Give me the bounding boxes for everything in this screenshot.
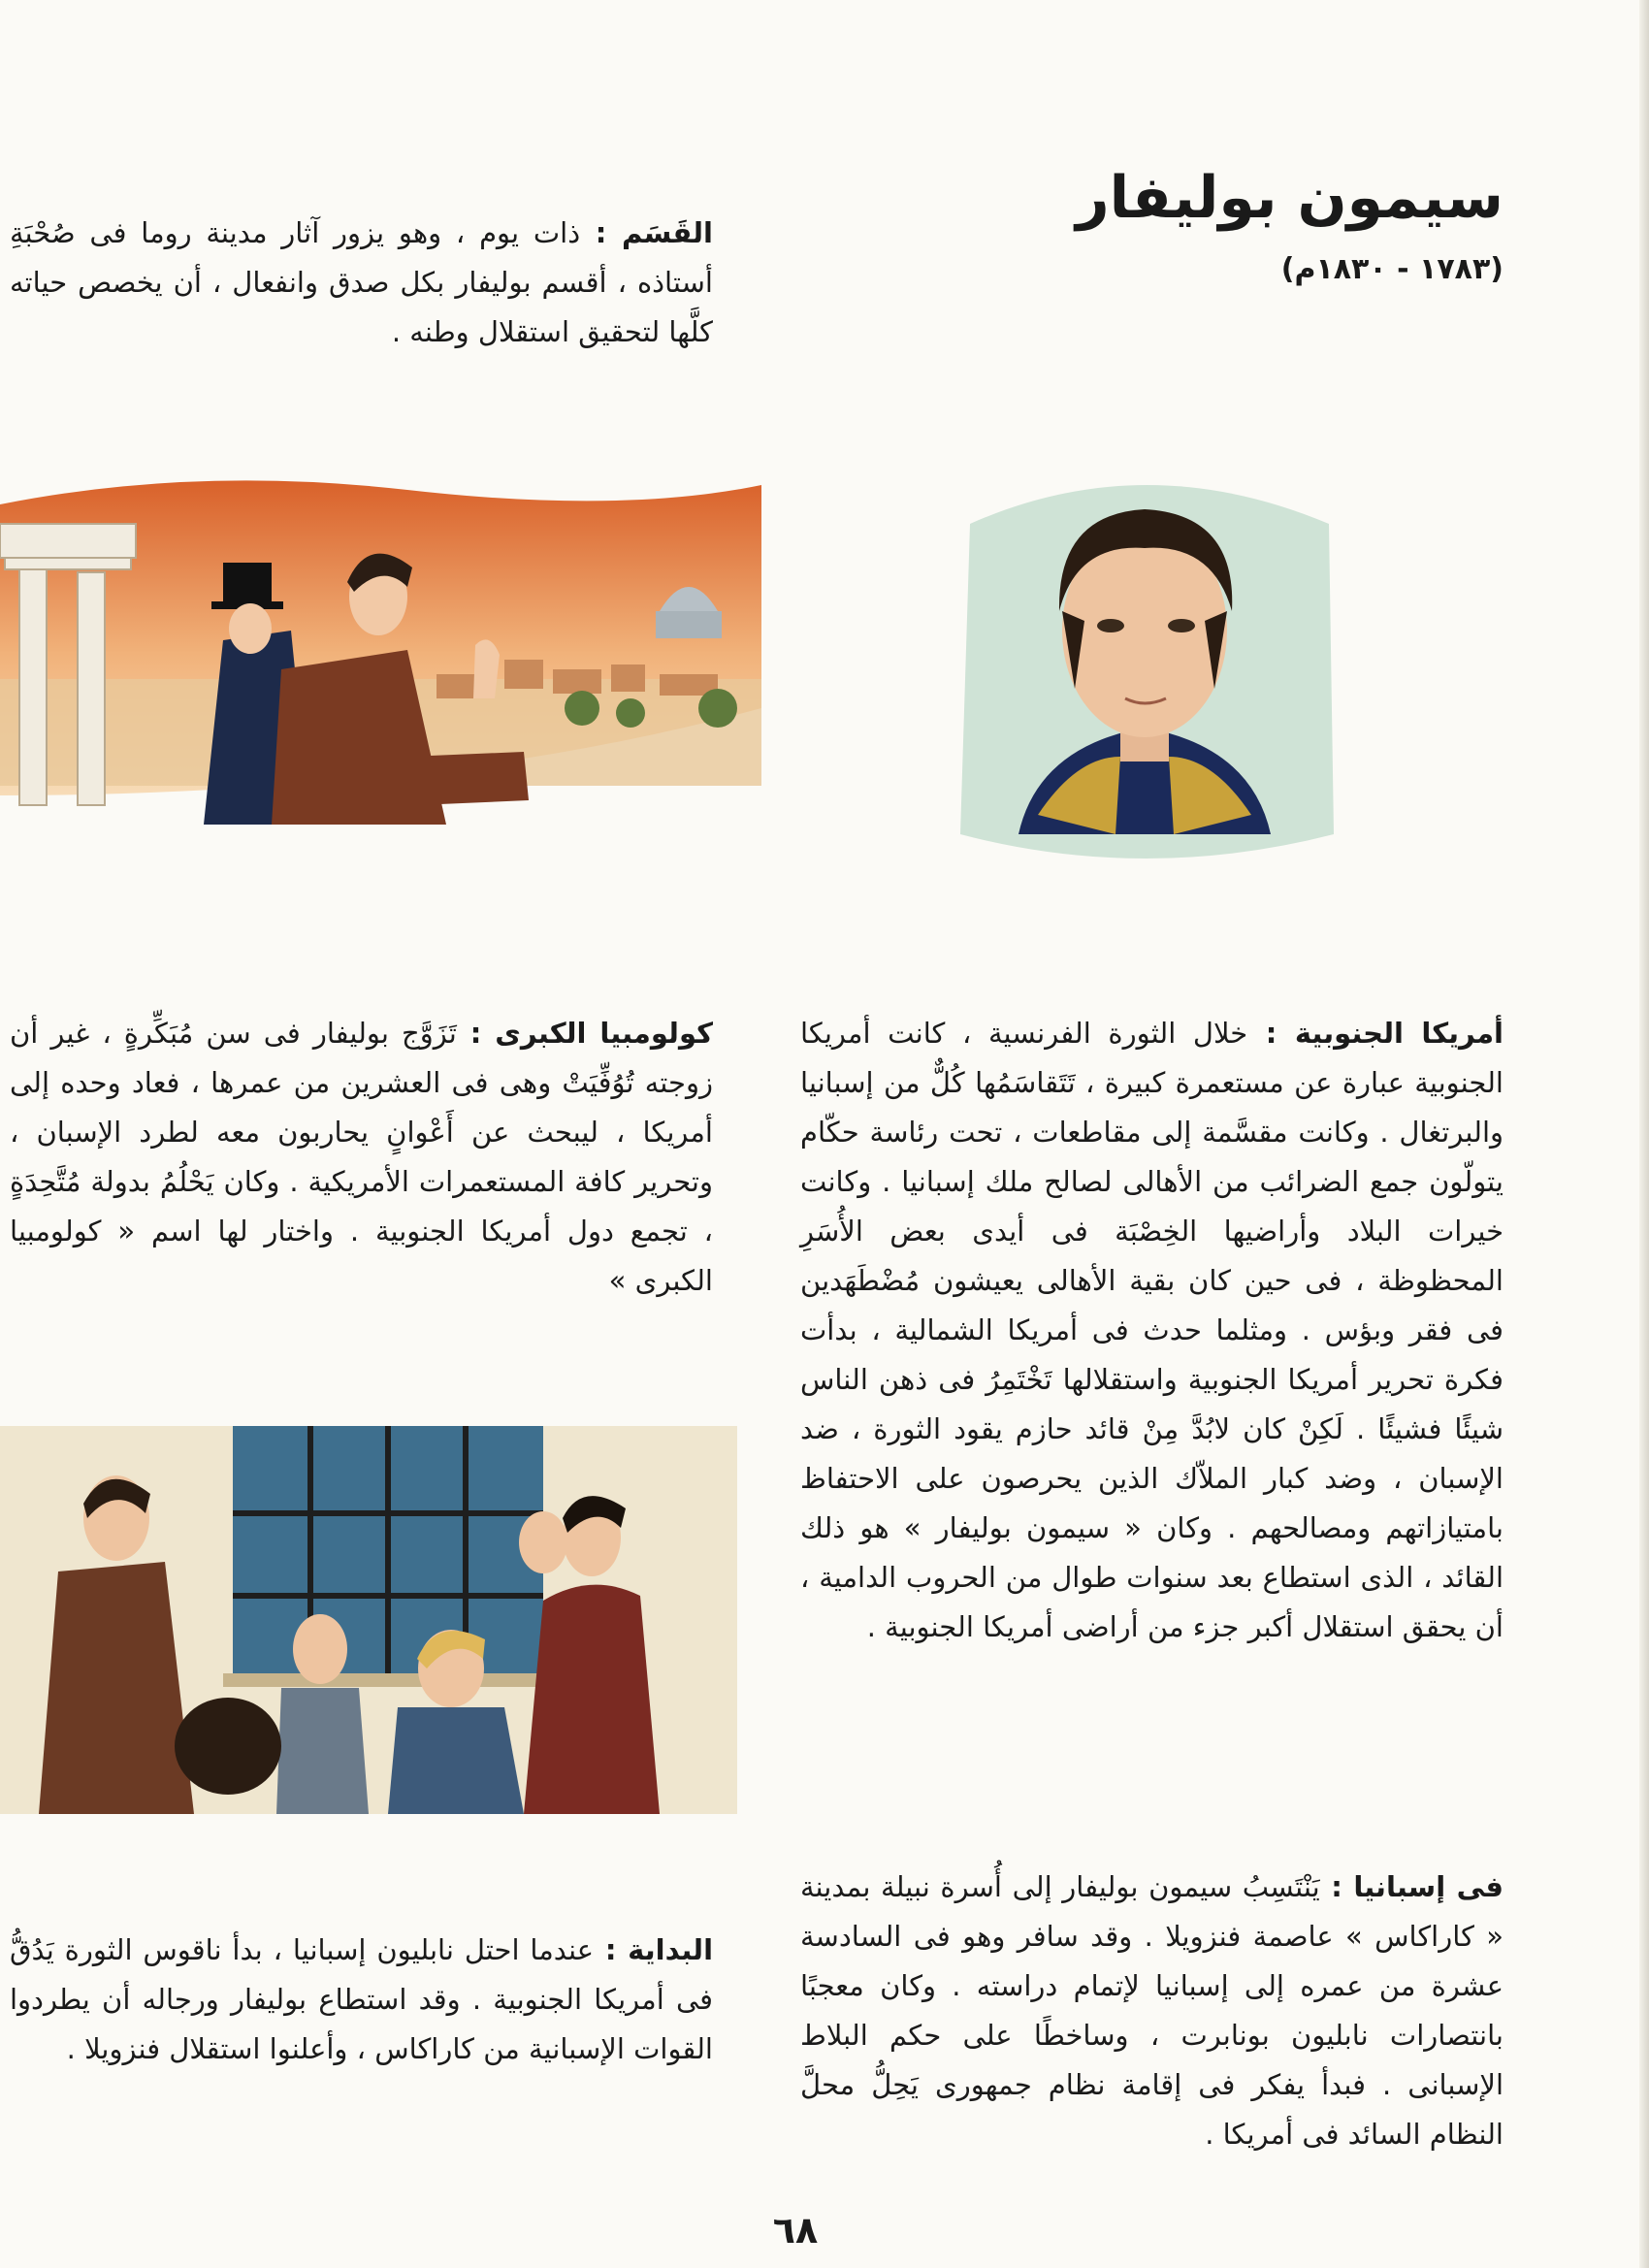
- bolivar-portrait: [951, 466, 1339, 863]
- page-title: سيمون بوليفار: [1076, 164, 1504, 232]
- section-beginning: [10, 1926, 713, 2074]
- page-number: ٦٨: [772, 2209, 819, 2252]
- section-text: عندما احتل نابليون إسبانيا ، بدأ ناقوس الثورة يَدُقُّ فى أمريكا الجنوبية . وقد استطاع بوليفار ورجاله أن يطردوا القوات الإسبانية من كاراكاس ، وأعلنوا استقلال فنزويلا .: [10, 1933, 713, 2065]
- page-edge: [1639, 0, 1649, 2268]
- section-heading: أمريكا الجنوبية :: [1247, 1017, 1504, 1050]
- section-heading: البداية :: [594, 1933, 714, 1966]
- section-qasam: [10, 209, 713, 357]
- section-heading: فى إسبانيا :: [1319, 1870, 1504, 1903]
- section-text: ذات يوم ، وهو يزور آثار مدينة روما فى صُحْبَةِ أستاذه ، أقسم بوليفار بكل صدق وانفعال ، أن يخصص حياته كلَّها لتحقيق استقلال وطنه .: [10, 216, 713, 348]
- section-text: تَزَوَّج بوليفار فى سن مُبَكِّرةٍ ، غير أن زوجته تُوُفِّيَتْ وهى فى العشرين من عمرها ، فعاد وحده إلى أمريكا ، ليبحث عن أَعْوانٍ يحاربون معه لطرد الإسبان ، وتحرير كافة المستعمرات الأمريكية . وكان يَحْلُمُ بدولة مُتَّحِدَةٍ ، تجمع دول أمريكا الجنوبية . واختار لها اسم « كولومبيا الكبرى »: [10, 1017, 713, 1297]
- section-gran-colombia: [10, 1009, 713, 1306]
- section-text: خلال الثورة الفرنسية ، كانت أمريكا الجنوبية عبارة عن مستعمرة كبيرة ، تَتَقاسَمُها كُلٌّ من إسبانيا والبرتغال . وكانت مقسَّمة إلى مقاطعات ، تحت رئاسة حكّام يتولّون جمع الضرائب من الأهالى لصالح ملك إسبانيا . وكانت خيرات البلاد وأراضيها الخِصْبَة فى أيدى بعض الأُسَرِ المحظوظة ، فى حين كان بقية الأهالى يعيشون مُضْطَهَدين فى فقر وبؤس . ومثلما حدث فى أمريكا الشمالية ، بدأت فكرة تحرير أمريكا الجنوبية واستقلالها تَخْتَمِرُ فى ذهن الناس شيئًا فشيئًا . لَكِنْ كان لابُدَّ مِنْ قائد حازم يقود الثورة ، ضد الإسبان ، وضد كبار الملاّك الذين يحرصون على الاحتفاظ بامتيازاتهم ومصالحهم . وكان « سيمون بوليفار » هو ذلك القائد ، الذى استطاع بعد سنوات طوال من الحروب الدامية ، أن يحقق استقلال أكبر جزء من أراضى أمريكا الجنوبية .: [800, 1017, 1504, 1643]
- section-text: يَنْتَسِبُ سيمون بوليفار إلى أُسرة نبيلة بمدينة « كاراكاس » عاصمة فنزويلا . وقد سافر وهو فى السادسة عشرة من عمره إلى إسبانيا لإتمام دراسته . وكان معجبًا بانتصارات نابليون بونابرت ، وساخطًا على حكم البلاط الإسبانى . فبدأ يفكر فى إقامة نظام جمهورى يَحِلُّ محلَّ النظام السائد فى أمريكا .: [800, 1870, 1504, 2151]
- section-in-spain: [800, 1863, 1504, 2159]
- life-dates: (١٧٨٣ - ١٨٣٠م): [1280, 252, 1504, 286]
- rome-oath-illustration: [0, 466, 761, 829]
- meeting-illustration: [0, 1426, 737, 1814]
- section-heading: كولومبيا الكبرى :: [456, 1017, 713, 1050]
- section-heading: القَسَم :: [580, 216, 713, 249]
- section-south-america: [800, 1009, 1504, 1652]
